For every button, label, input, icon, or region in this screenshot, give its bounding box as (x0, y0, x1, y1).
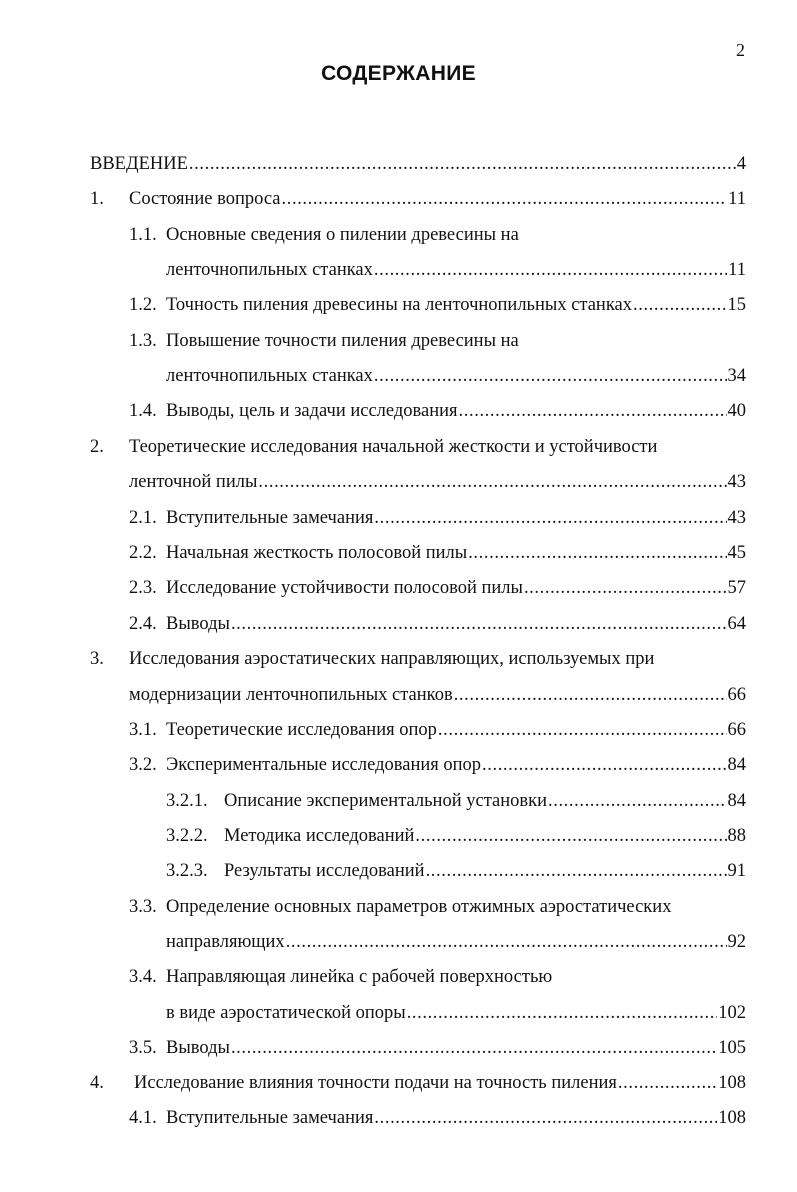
toc-entry-page: 102 (718, 1003, 746, 1023)
dot-leader (459, 401, 727, 422)
toc-entry-number: 3.1. (129, 720, 157, 740)
toc-entry-text: Выводы (166, 614, 230, 634)
toc-entry-number: 4. (90, 1073, 104, 1093)
toc-entry-1-3-cont (0, 366, 746, 392)
dot-leader (454, 685, 727, 706)
toc-entry-3-2-3 (0, 861, 746, 887)
toc-entry-page: 43 (727, 472, 746, 492)
toc-entry-3-cont (0, 685, 746, 711)
toc-entry-1-1-cont (0, 260, 746, 286)
toc-entry-2-1 (0, 508, 746, 534)
toc-entry-1-3 (0, 331, 746, 357)
toc-entry-text: ленточнопильных станках (166, 260, 373, 280)
toc-entry-page: 11 (728, 260, 746, 280)
toc-entry-page: 57 (727, 578, 746, 598)
toc-entry-2-4 (0, 614, 746, 640)
toc-entry-text: Описание экспериментальной установки (224, 791, 547, 811)
toc-entry-page: 91 (727, 861, 746, 881)
toc-entry-1-1 (0, 225, 746, 251)
toc-entry-number: 3.2.2. (166, 826, 208, 846)
toc-entry-text: Экспериментальные исследования опор (166, 755, 482, 775)
toc-entry-page: 45 (727, 543, 746, 563)
toc-entry-text: ленточной пилы (129, 472, 258, 492)
toc-entry-text: Вступительные замечания (166, 1108, 374, 1128)
dot-leader (633, 295, 727, 316)
toc-entry-number: 2.1. (129, 508, 157, 528)
dot-leader (231, 614, 727, 635)
toc-entry-1-2 (0, 295, 746, 321)
toc-entry-3-1 (0, 720, 746, 746)
dot-leader (524, 578, 727, 599)
toc-entry-number: 1.1. (129, 225, 157, 245)
toc-entry-page: 64 (727, 614, 746, 634)
toc-entry-text: Теоретические исследования начальной жесткости и устойчивости (129, 437, 658, 457)
toc-entry-number: 1.4. (129, 401, 157, 421)
toc-entry-3-2-2 (0, 826, 746, 852)
toc-entry-text: Повышение точности пиления древесины на (166, 331, 519, 351)
toc-entry-introduction (0, 154, 746, 180)
toc-entry-page: 66 (727, 685, 746, 705)
toc-entry-1 (0, 189, 746, 215)
toc-entry-text: Выводы, цель и задачи исследования (166, 401, 458, 421)
toc-entry-number: 2.4. (129, 614, 157, 634)
toc-entry-text: Результаты исследований (224, 861, 425, 881)
toc-entry-page: 4 (736, 154, 746, 174)
toc-entry-text: в виде аэростатической опоры (166, 1003, 406, 1023)
toc-entry-text: Исследование влияния точности подачи на точность пиления (134, 1073, 617, 1093)
toc-entry-1-4 (0, 401, 746, 427)
toc-entry-3-3-cont (0, 932, 746, 958)
toc-entry-text: модернизации ленточнопильных станков (129, 685, 453, 705)
toc-entry-3-3 (0, 897, 746, 923)
toc-entry-text: Основные сведения о пилении древесины на (166, 225, 519, 245)
toc-entry-text: ВВЕДЕНИЕ (90, 154, 188, 174)
toc-entry-text: Точность пиления древесины на ленточнопильных станках (166, 295, 632, 315)
toc-entry-number: 1.3. (129, 331, 157, 351)
toc-entry-page: 84 (727, 755, 746, 775)
toc-entry-3-4-cont (0, 1003, 746, 1029)
toc-entry-number: 3.2. (129, 755, 157, 775)
toc-entry-4-1 (0, 1108, 746, 1134)
dot-leader (426, 861, 727, 882)
dot-leader (374, 508, 726, 529)
dot-leader (374, 260, 727, 281)
toc-entry-text: Методика исследований (224, 826, 415, 846)
page-number: 2 (736, 40, 745, 60)
dot-leader (548, 791, 727, 812)
toc-entry-text: Вступительные замечания (166, 508, 374, 528)
toc-entry-number: 3.3. (129, 897, 157, 917)
toc-entry-text: направляющих (166, 932, 285, 952)
toc-entry-4 (0, 1073, 746, 1099)
toc-entry-number: 1. (90, 189, 104, 209)
toc-entry-page: 15 (727, 295, 746, 315)
toc-entry-number: 2. (90, 437, 104, 457)
toc-entry-number: 2.2. (129, 543, 157, 563)
toc-entry-page: 66 (727, 720, 746, 740)
toc-entry-text: Исследования аэростатических направляющих, используемых при (129, 649, 655, 669)
toc-entry-page: 40 (727, 401, 746, 421)
dot-leader (618, 1073, 717, 1094)
toc-entry-page: 34 (727, 366, 746, 386)
toc-entry-text: Теоретические исследования опор (166, 720, 437, 740)
toc-entry-page: 84 (727, 791, 746, 811)
toc-entry-page: 108 (718, 1108, 746, 1128)
toc-entry-3 (0, 649, 746, 675)
toc-entry-text: Исследование устойчивости полосовой пилы (166, 578, 523, 598)
page-title: СОДЕРЖАНИЕ (321, 62, 476, 85)
toc-entry-number: 3.2.3. (166, 861, 208, 881)
toc-entry-text: Состояние вопроса (129, 189, 281, 209)
toc-entry-text: ленточнопильных станках (166, 366, 373, 386)
toc-entry-3-5 (0, 1038, 746, 1064)
toc-entry-number: 4.1. (129, 1108, 157, 1128)
toc-entry-3-2 (0, 755, 746, 781)
toc-entry-3-4 (0, 967, 746, 993)
dot-leader (374, 1108, 717, 1129)
toc-entry-number: 3.5. (129, 1038, 157, 1058)
toc-entry-page: 11 (728, 189, 746, 209)
dot-leader (189, 154, 736, 175)
toc-entry-2-cont (0, 472, 746, 498)
toc-entry-page: 108 (718, 1073, 746, 1093)
toc-entry-text: Выводы (166, 1038, 230, 1058)
dot-leader (231, 1038, 717, 1059)
toc-entry-2-2 (0, 543, 746, 569)
toc-entry-page: 43 (727, 508, 746, 528)
toc-entry-page: 105 (718, 1038, 746, 1058)
dot-leader (286, 932, 727, 953)
dot-leader (282, 189, 728, 210)
toc-entry-2-3 (0, 578, 746, 604)
dot-leader (258, 472, 726, 493)
toc-entry-text: Направляющая линейка с рабочей поверхностью (166, 967, 553, 987)
toc-entry-number: 2.3. (129, 578, 157, 598)
toc-entry-number: 3. (90, 649, 104, 669)
dot-leader (415, 826, 726, 847)
toc-entry-3-2-1 (0, 791, 746, 817)
dot-leader (482, 755, 726, 776)
dot-leader (468, 543, 726, 564)
toc-entry-text: Начальная жесткость полосовой пилы (166, 543, 468, 563)
toc-entry-page: 88 (727, 826, 746, 846)
toc-entry-page: 92 (727, 932, 746, 952)
toc-entry-number: 3.4. (129, 967, 157, 987)
toc-entry-2 (0, 437, 746, 463)
toc-entry-number: 1.2. (129, 295, 157, 315)
dot-leader (407, 1003, 718, 1024)
dot-leader (438, 720, 727, 741)
toc-entry-number: 3.2.1. (166, 791, 208, 811)
toc-entry-text: Определение основных параметров отжимных аэростатических (166, 897, 672, 917)
dot-leader (374, 366, 727, 387)
